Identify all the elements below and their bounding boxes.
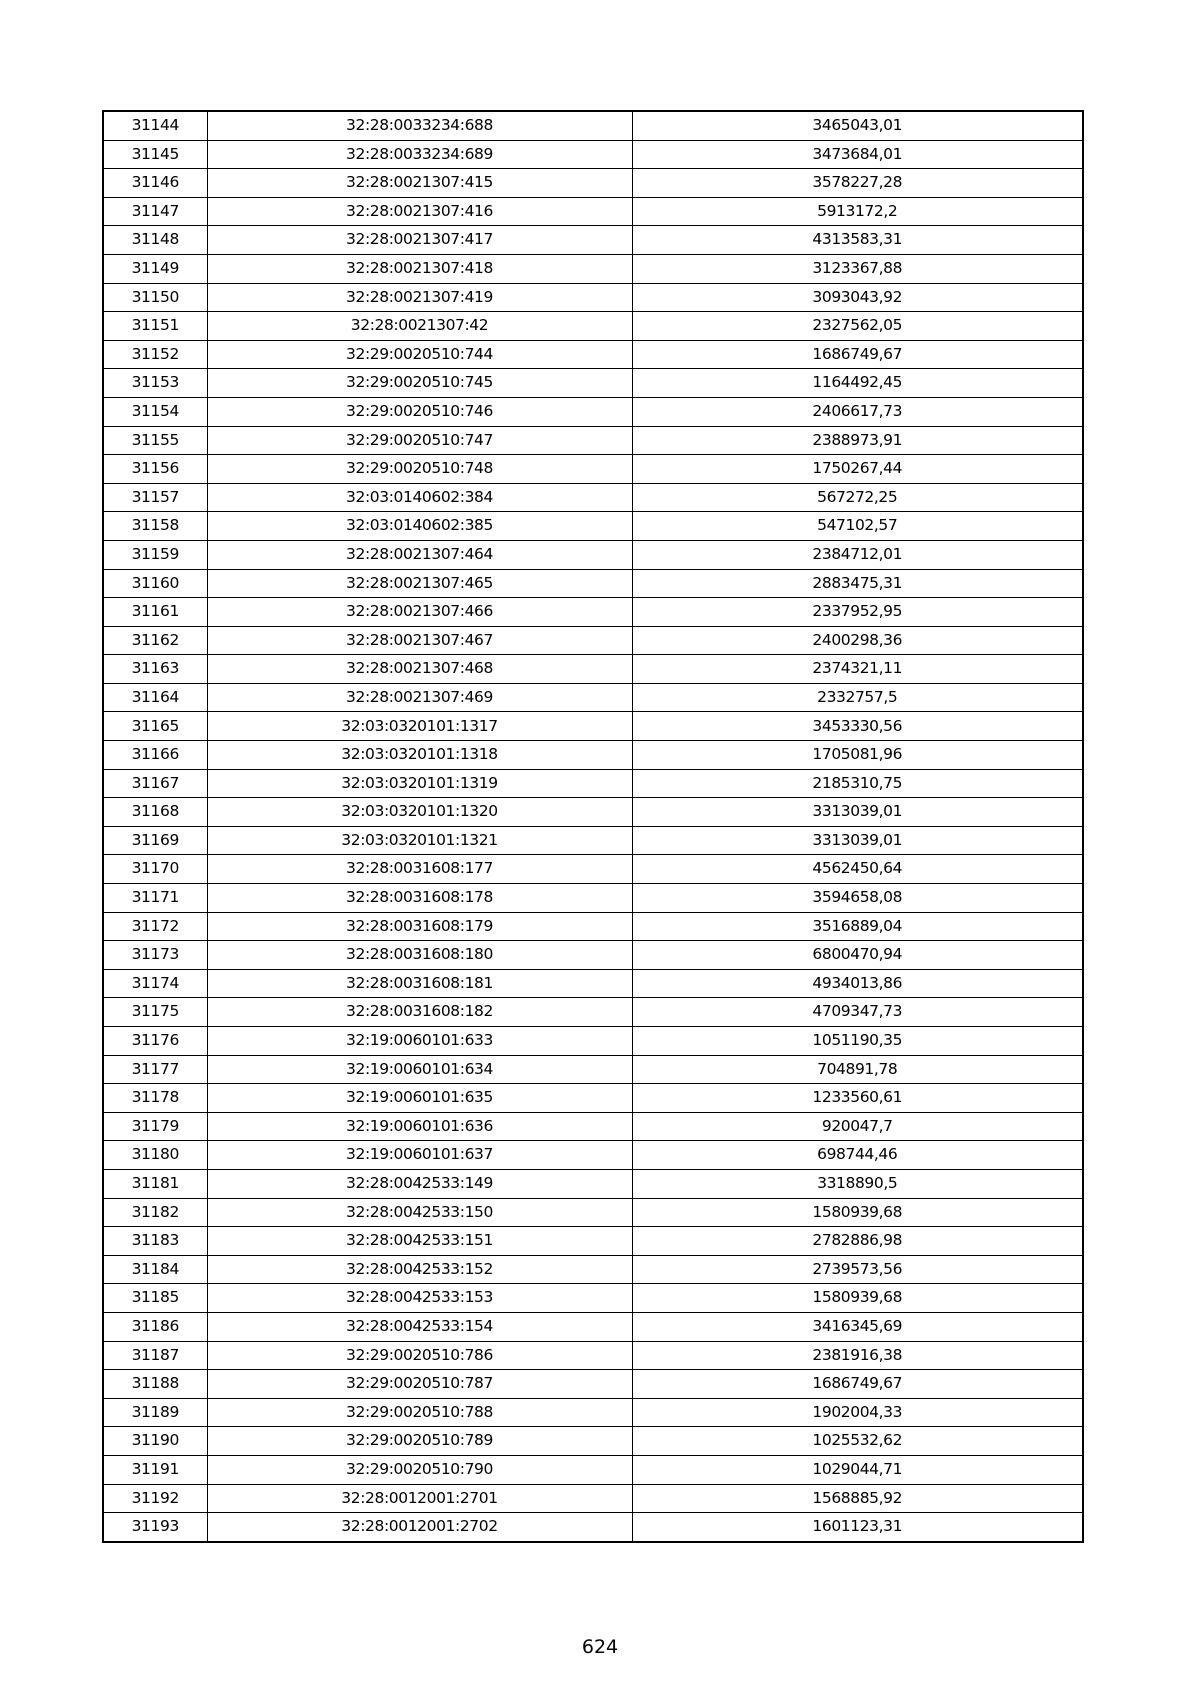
row-number-cell: 31156 xyxy=(103,455,207,484)
cadastral-number-cell: 32:28:0021307:419 xyxy=(207,283,632,312)
cadastral-number-cell: 32:03:0320101:1318 xyxy=(207,741,632,770)
table-row xyxy=(103,426,1083,455)
table-row xyxy=(103,884,1083,913)
table-row xyxy=(103,655,1083,684)
row-number-cell: 31162 xyxy=(103,626,207,655)
row-number-cell: 31180 xyxy=(103,1141,207,1170)
cadastral-number-cell: 32:28:0021307:468 xyxy=(207,655,632,684)
row-number-cell: 31177 xyxy=(103,1055,207,1084)
table-row xyxy=(103,197,1083,226)
cadastral-value-cell: 1051190,35 xyxy=(632,1027,1083,1056)
cadastral-value-cell: 1705081,96 xyxy=(632,741,1083,770)
cadastral-value-cell: 2883475,31 xyxy=(632,569,1083,598)
row-number-cell: 31176 xyxy=(103,1027,207,1056)
cadastral-value-cell: 1580939,68 xyxy=(632,1198,1083,1227)
cadastral-number-cell: 32:28:0012001:2702 xyxy=(207,1513,632,1542)
table-row xyxy=(103,512,1083,541)
cadastral-number-cell: 32:03:0320101:1317 xyxy=(207,712,632,741)
cadastral-value-cell: 3416345,69 xyxy=(632,1312,1083,1341)
row-number-cell: 31152 xyxy=(103,340,207,369)
table-row xyxy=(103,283,1083,312)
row-number-cell: 31147 xyxy=(103,197,207,226)
row-number-cell: 31163 xyxy=(103,655,207,684)
row-number-cell: 31159 xyxy=(103,540,207,569)
table-row xyxy=(103,1398,1083,1427)
cadastral-value-cell: 704891,78 xyxy=(632,1055,1083,1084)
cadastral-value-cell: 5913172,2 xyxy=(632,197,1083,226)
cadastral-number-cell: 32:28:0021307:417 xyxy=(207,226,632,255)
cadastral-value-cell: 2739573,56 xyxy=(632,1255,1083,1284)
row-number-cell: 31187 xyxy=(103,1341,207,1370)
cadastral-number-cell: 32:29:0020510:790 xyxy=(207,1455,632,1484)
table-row xyxy=(103,998,1083,1027)
cadastral-value-cell: 698744,46 xyxy=(632,1141,1083,1170)
table-row xyxy=(103,798,1083,827)
cadastral-value-cell: 4709347,73 xyxy=(632,998,1083,1027)
row-number-cell: 31146 xyxy=(103,169,207,198)
cadastral-number-cell: 32:28:0012001:2701 xyxy=(207,1484,632,1513)
row-number-cell: 31151 xyxy=(103,312,207,341)
table-row xyxy=(103,369,1083,398)
row-number-cell: 31186 xyxy=(103,1312,207,1341)
row-number-cell: 31183 xyxy=(103,1227,207,1256)
cadastral-value-cell: 1025532,62 xyxy=(632,1427,1083,1456)
cadastral-number-cell: 32:19:0060101:635 xyxy=(207,1084,632,1113)
row-number-cell: 31160 xyxy=(103,569,207,598)
cadastral-number-cell: 32:28:0033234:688 xyxy=(207,111,632,140)
cadastral-number-cell: 32:28:0031608:182 xyxy=(207,998,632,1027)
table-row xyxy=(103,741,1083,770)
row-number-cell: 31190 xyxy=(103,1427,207,1456)
cadastral-value-cell: 3453330,56 xyxy=(632,712,1083,741)
table-row xyxy=(103,1255,1083,1284)
cadastral-number-cell: 32:29:0020510:745 xyxy=(207,369,632,398)
row-number-cell: 31179 xyxy=(103,1112,207,1141)
table-row xyxy=(103,1112,1083,1141)
cadastral-number-cell: 32:28:0031608:180 xyxy=(207,941,632,970)
cadastral-value-cell: 1568885,92 xyxy=(632,1484,1083,1513)
cadastral-value-cell: 3318890,5 xyxy=(632,1169,1083,1198)
cadastral-value-cell: 1601123,31 xyxy=(632,1513,1083,1542)
cadastral-value-cell: 1902004,33 xyxy=(632,1398,1083,1427)
cadastral-number-cell: 32:28:0031608:179 xyxy=(207,912,632,941)
cadastral-value-cell: 1164492,45 xyxy=(632,369,1083,398)
row-number-cell: 31173 xyxy=(103,941,207,970)
row-number-cell: 31171 xyxy=(103,884,207,913)
cadastral-number-cell: 32:29:0020510:786 xyxy=(207,1341,632,1370)
table-body xyxy=(103,111,1083,1542)
cadastral-value-cell: 2337952,95 xyxy=(632,598,1083,627)
cadastral-value-cell: 2185310,75 xyxy=(632,769,1083,798)
cadastral-number-cell: 32:28:0042533:149 xyxy=(207,1169,632,1198)
row-number-cell: 31168 xyxy=(103,798,207,827)
cadastral-number-cell: 32:29:0020510:747 xyxy=(207,426,632,455)
cadastral-number-cell: 32:28:0021307:416 xyxy=(207,197,632,226)
cadastral-value-table xyxy=(102,110,1084,1543)
cadastral-number-cell: 32:28:0021307:415 xyxy=(207,169,632,198)
cadastral-number-cell: 32:19:0060101:634 xyxy=(207,1055,632,1084)
row-number-cell: 31148 xyxy=(103,226,207,255)
table-row xyxy=(103,712,1083,741)
cadastral-value-cell: 1233560,61 xyxy=(632,1084,1083,1113)
cadastral-value-cell: 2400298,36 xyxy=(632,626,1083,655)
cadastral-number-cell: 32:28:0042533:150 xyxy=(207,1198,632,1227)
row-number-cell: 31178 xyxy=(103,1084,207,1113)
cadastral-value-cell: 2381916,38 xyxy=(632,1341,1083,1370)
cadastral-number-cell: 32:28:0021307:418 xyxy=(207,254,632,283)
row-number-cell: 31193 xyxy=(103,1513,207,1542)
cadastral-number-cell: 32:03:0140602:385 xyxy=(207,512,632,541)
row-number-cell: 31154 xyxy=(103,397,207,426)
cadastral-value-cell: 1750267,44 xyxy=(632,455,1083,484)
table-row xyxy=(103,912,1083,941)
cadastral-value-cell: 2782886,98 xyxy=(632,1227,1083,1256)
cadastral-value-cell: 1580939,68 xyxy=(632,1284,1083,1313)
cadastral-number-cell: 32:29:0020510:787 xyxy=(207,1370,632,1399)
table-row xyxy=(103,1227,1083,1256)
cadastral-number-cell: 32:19:0060101:637 xyxy=(207,1141,632,1170)
cadastral-value-cell: 920047,7 xyxy=(632,1112,1083,1141)
cadastral-number-cell: 32:29:0020510:748 xyxy=(207,455,632,484)
cadastral-number-cell: 32:29:0020510:746 xyxy=(207,397,632,426)
table-row xyxy=(103,826,1083,855)
cadastral-number-cell: 32:28:0021307:464 xyxy=(207,540,632,569)
cadastral-value-cell: 1686749,67 xyxy=(632,1370,1083,1399)
table-row xyxy=(103,140,1083,169)
cadastral-value-cell: 2327562,05 xyxy=(632,312,1083,341)
cadastral-value-cell: 3313039,01 xyxy=(632,798,1083,827)
cadastral-number-cell: 32:28:0021307:42 xyxy=(207,312,632,341)
cadastral-number-cell: 32:28:0033234:689 xyxy=(207,140,632,169)
cadastral-number-cell: 32:29:0020510:744 xyxy=(207,340,632,369)
cadastral-value-cell: 4934013,86 xyxy=(632,969,1083,998)
cadastral-value-cell: 1686749,67 xyxy=(632,340,1083,369)
cadastral-number-cell: 32:29:0020510:788 xyxy=(207,1398,632,1427)
table-row xyxy=(103,683,1083,712)
row-number-cell: 31155 xyxy=(103,426,207,455)
cadastral-value-cell: 547102,57 xyxy=(632,512,1083,541)
cadastral-value-cell: 3473684,01 xyxy=(632,140,1083,169)
table-row xyxy=(103,1513,1083,1542)
table-row xyxy=(103,626,1083,655)
row-number-cell: 31191 xyxy=(103,1455,207,1484)
cadastral-number-cell: 32:28:0042533:154 xyxy=(207,1312,632,1341)
page-number: 624 xyxy=(581,1636,619,1658)
table-row xyxy=(103,111,1083,140)
row-number-cell: 31181 xyxy=(103,1169,207,1198)
row-number-cell: 31150 xyxy=(103,283,207,312)
cadastral-value-cell: 2374321,11 xyxy=(632,655,1083,684)
table-row xyxy=(103,1284,1083,1313)
cadastral-value-cell: 3313039,01 xyxy=(632,826,1083,855)
row-number-cell: 31164 xyxy=(103,683,207,712)
table-row xyxy=(103,397,1083,426)
cadastral-number-cell: 32:03:0320101:1320 xyxy=(207,798,632,827)
cadastral-number-cell: 32:29:0020510:789 xyxy=(207,1427,632,1456)
row-number-cell: 31145 xyxy=(103,140,207,169)
cadastral-number-cell: 32:03:0320101:1319 xyxy=(207,769,632,798)
table-row xyxy=(103,569,1083,598)
cadastral-value-cell: 567272,25 xyxy=(632,483,1083,512)
table-row xyxy=(103,1027,1083,1056)
row-number-cell: 31192 xyxy=(103,1484,207,1513)
table-row xyxy=(103,169,1083,198)
cadastral-number-cell: 32:28:0021307:467 xyxy=(207,626,632,655)
row-number-cell: 31169 xyxy=(103,826,207,855)
cadastral-value-cell: 4313583,31 xyxy=(632,226,1083,255)
row-number-cell: 31165 xyxy=(103,712,207,741)
cadastral-value-cell: 2388973,91 xyxy=(632,426,1083,455)
cadastral-number-cell: 32:28:0042533:153 xyxy=(207,1284,632,1313)
row-number-cell: 31166 xyxy=(103,741,207,770)
row-number-cell: 31188 xyxy=(103,1370,207,1399)
cadastral-number-cell: 32:28:0031608:178 xyxy=(207,884,632,913)
table-row xyxy=(103,1427,1083,1456)
row-number-cell: 31182 xyxy=(103,1198,207,1227)
cadastral-number-cell: 32:03:0320101:1321 xyxy=(207,826,632,855)
table-row xyxy=(103,941,1083,970)
table-row xyxy=(103,1312,1083,1341)
cadastral-number-cell: 32:28:0031608:177 xyxy=(207,855,632,884)
table-row xyxy=(103,226,1083,255)
cadastral-number-cell: 32:28:0031608:181 xyxy=(207,969,632,998)
table-row xyxy=(103,1169,1083,1198)
cadastral-value-cell: 6800470,94 xyxy=(632,941,1083,970)
cadastral-number-cell: 32:19:0060101:633 xyxy=(207,1027,632,1056)
row-number-cell: 31172 xyxy=(103,912,207,941)
row-number-cell: 31175 xyxy=(103,998,207,1027)
cadastral-value-cell: 3093043,92 xyxy=(632,283,1083,312)
table-row xyxy=(103,598,1083,627)
cadastral-value-cell: 3516889,04 xyxy=(632,912,1083,941)
cadastral-value-cell: 3578227,28 xyxy=(632,169,1083,198)
cadastral-value-cell: 2332757,5 xyxy=(632,683,1083,712)
row-number-cell: 31167 xyxy=(103,769,207,798)
cadastral-value-cell: 2406617,73 xyxy=(632,397,1083,426)
table-row xyxy=(103,1341,1083,1370)
cadastral-number-cell: 32:28:0042533:152 xyxy=(207,1255,632,1284)
row-number-cell: 31189 xyxy=(103,1398,207,1427)
row-number-cell: 31144 xyxy=(103,111,207,140)
table-row xyxy=(103,483,1083,512)
table-row xyxy=(103,1198,1083,1227)
row-number-cell: 31170 xyxy=(103,855,207,884)
table-row xyxy=(103,855,1083,884)
table-row xyxy=(103,455,1083,484)
cadastral-value-cell: 3465043,01 xyxy=(632,111,1083,140)
table-row xyxy=(103,312,1083,341)
cadastral-value-cell: 3123367,88 xyxy=(632,254,1083,283)
row-number-cell: 31153 xyxy=(103,369,207,398)
row-number-cell: 31174 xyxy=(103,969,207,998)
table-row xyxy=(103,969,1083,998)
table-row xyxy=(103,254,1083,283)
table-row xyxy=(103,769,1083,798)
cadastral-number-cell: 32:19:0060101:636 xyxy=(207,1112,632,1141)
row-number-cell: 31149 xyxy=(103,254,207,283)
cadastral-number-cell: 32:28:0021307:469 xyxy=(207,683,632,712)
table-row xyxy=(103,1484,1083,1513)
table-row xyxy=(103,1370,1083,1399)
table-row xyxy=(103,1141,1083,1170)
table-row xyxy=(103,340,1083,369)
table-row xyxy=(103,1455,1083,1484)
row-number-cell: 31157 xyxy=(103,483,207,512)
cadastral-number-cell: 32:28:0021307:466 xyxy=(207,598,632,627)
table-row xyxy=(103,1055,1083,1084)
row-number-cell: 31185 xyxy=(103,1284,207,1313)
cadastral-number-cell: 32:28:0021307:465 xyxy=(207,569,632,598)
cadastral-number-cell: 32:28:0042533:151 xyxy=(207,1227,632,1256)
cadastral-value-cell: 3594658,08 xyxy=(632,884,1083,913)
row-number-cell: 31184 xyxy=(103,1255,207,1284)
cadastral-value-cell: 4562450,64 xyxy=(632,855,1083,884)
table-row xyxy=(103,1084,1083,1113)
table-row xyxy=(103,540,1083,569)
cadastral-value-cell: 2384712,01 xyxy=(632,540,1083,569)
row-number-cell: 31158 xyxy=(103,512,207,541)
cadastral-number-cell: 32:03:0140602:384 xyxy=(207,483,632,512)
cadastral-value-cell: 1029044,71 xyxy=(632,1455,1083,1484)
row-number-cell: 31161 xyxy=(103,598,207,627)
